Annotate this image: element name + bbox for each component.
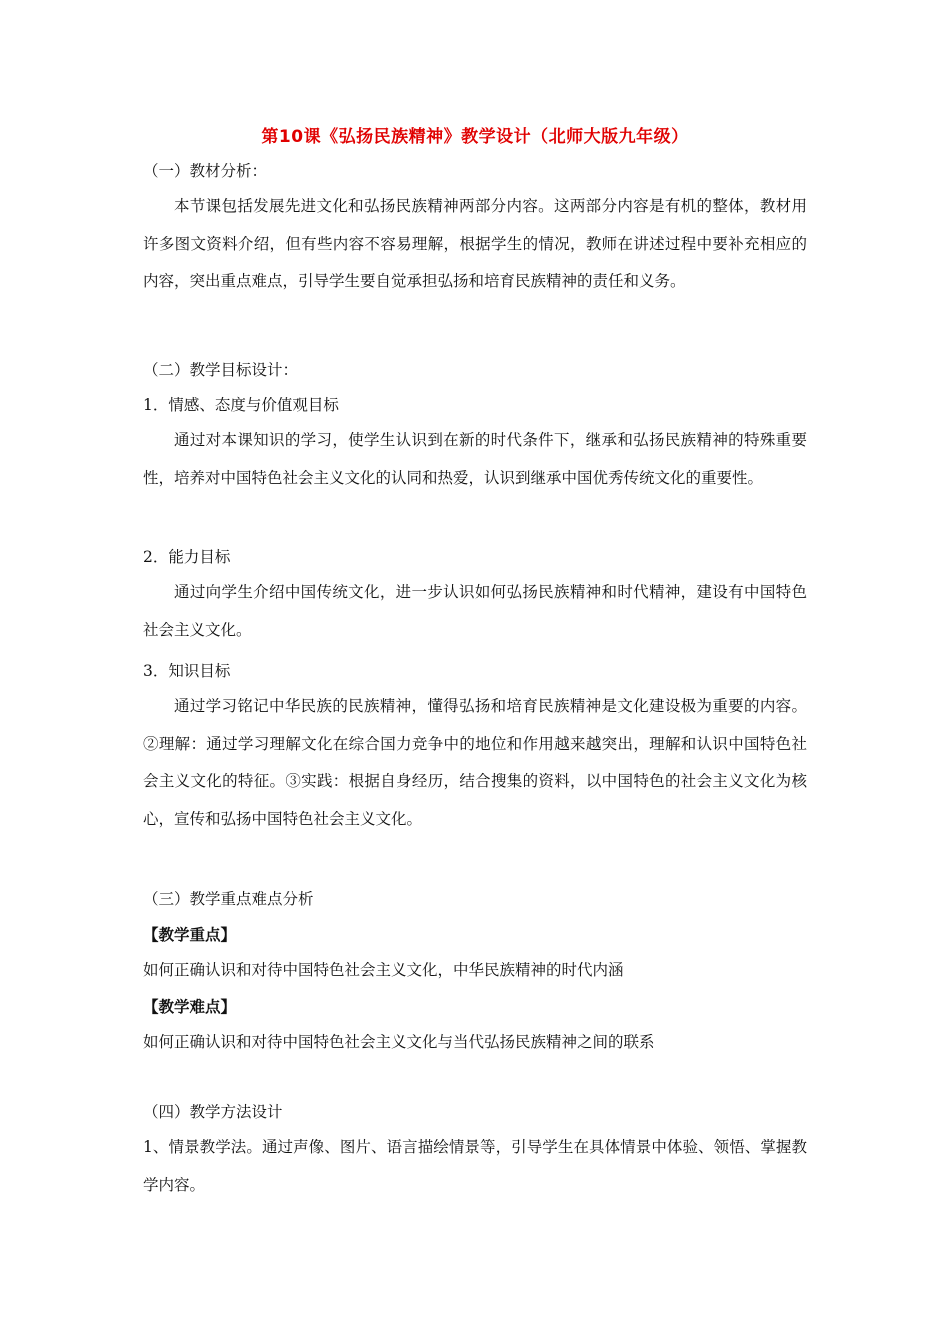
key-point-text: 如何正确认识和对待中国特色社会主义文化，中华民族精神的时代内涵: [143, 961, 624, 979]
section-1-paragraph: 本节课包括发展先进文化和弘扬民族精神两部分内容。这两部分内容是有机的整体，教材用许多图文资料介绍，但有些内容不容易理解，根据学生的情况，教师在讲述过程中要补充相应的内容，突出重点难点，引导学生要自觉承担弘扬和培育民族精神的责任和义务。: [143, 197, 807, 290]
goal-2-title: 2．能力目标: [143, 548, 231, 566]
difficulty-label: 【教学难点】: [143, 998, 237, 1016]
section-3-heading: （三）教学重点难点分析: [143, 890, 314, 908]
difficulty-text: 如何正确认识和对待中国特色社会主义文化与当代弘扬民族精神之间的联系: [143, 1033, 655, 1051]
goal-1-title: 1．情感、态度与价值观目标: [143, 396, 339, 414]
method-1-paragraph: 1、情景教学法。通过声像、图片、语言描绘情景等，引导学生在具体情景中体验、领悟、掌握教学内容。: [143, 1138, 807, 1194]
goal-2-paragraph: 通过向学生介绍中国传统文化，进一步认识如何弘扬民族精神和时代精神，建设有中国特色社会主义文化。: [143, 583, 807, 639]
key-point-label: 【教学重点】: [143, 926, 237, 944]
section-4-heading: （四）教学方法设计: [143, 1103, 283, 1121]
document-title: 第10课《弘扬民族精神》教学设计（北师大版九年级）: [261, 127, 689, 147]
section-2-heading: （二）教学目标设计：: [143, 361, 299, 379]
section-1-heading: （一）教材分析：: [143, 162, 268, 180]
goal-1-paragraph: 通过对本课知识的学习，使学生认识到在新的时代条件下，继承和弘扬民族精神的特殊重要性，培养对中国特色社会主义文化的认同和热爱，认识到继承中国优秀传统文化的重要性。: [143, 431, 807, 487]
goal-3-paragraph: 通过学习铭记中华民族的民族精神，懂得弘扬和培育民族精神是文化建设极为重要的内容。②理解：通过学习理解文化在综合国力竞争中的地位和作用越来越突出，理解和认识中国特色社会主义文化的特征。③实践：根据自身经历，结合搜集的资料，以中国特色的社会主义文化为核心，宣传和弘扬中国特色社会主义文化。: [143, 697, 807, 828]
goal-3-title: 3．知识目标: [143, 662, 231, 680]
